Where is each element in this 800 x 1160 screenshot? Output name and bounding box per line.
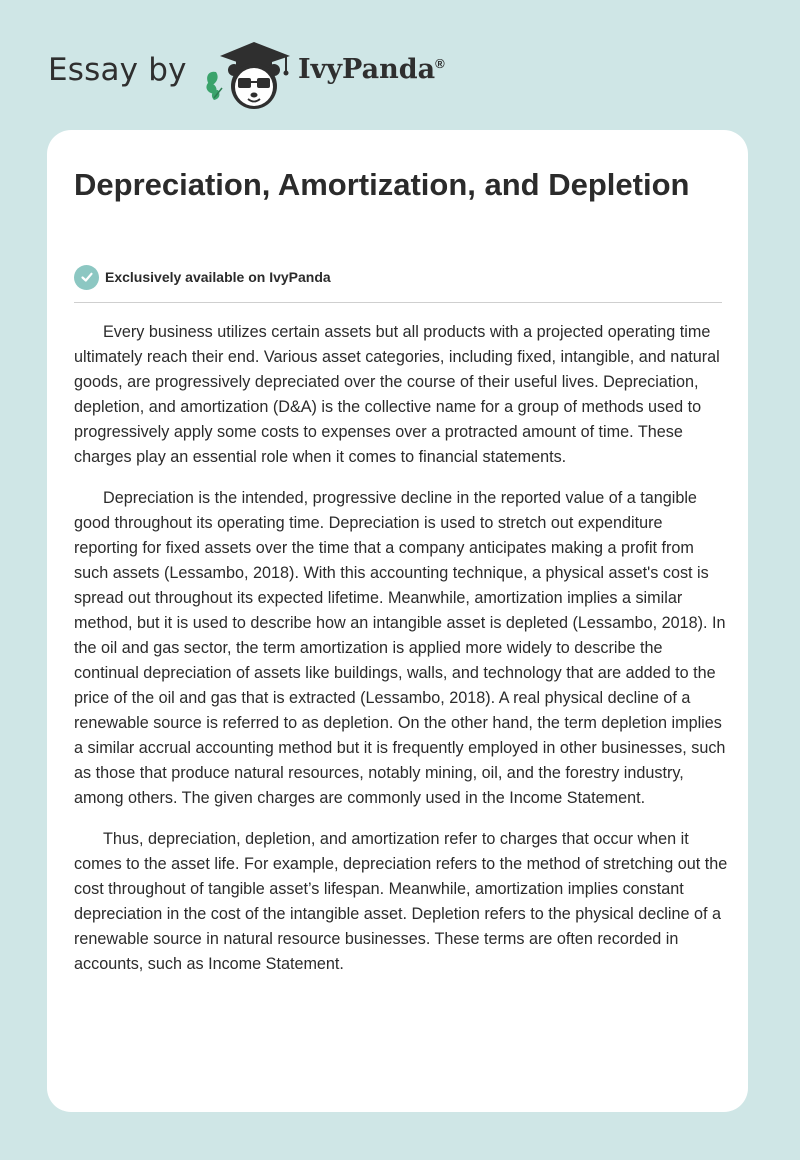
- essay-body: [74, 320, 728, 993]
- title-divider: [74, 302, 722, 303]
- brand-name-text: IvyPanda: [298, 54, 436, 85]
- essay-card: [47, 130, 748, 1112]
- check-circle-icon: [74, 265, 99, 290]
- site-header: [48, 34, 508, 114]
- exclusive-badge-text: Exclusively available on IvyPanda: [105, 269, 331, 285]
- registered-mark: ®: [435, 56, 445, 71]
- essay-paragraph-2: Depreciation is the intended, progressive decline in the reported value of a tangible good throughout its operating time. Depreciation is used to stretch out expenditure reporting for fixed assets over the time that a company anticipates making a profit from such assets (Lessambo, 2018). With this accounting technique, a physical asset's cost is spread out throughout its expected lifetime. Meanwhile, amortization implies a similar method, but it is used to describe how an intangible asset is depleted (Lessambo, 2018). In the oil and gas sector, the term amortization is applied more widely to describe the continual depreciation of assets like buildings, walls, and technology that are added to the price of the oil and gas that is extracted (Lessambo, 2018). A real physical decline of a renewable source is referred to as depletion. On the other hand, the term depletion implies a similar accrual accounting method but it is frequently employed in other businesses, such as those that produce natural resources, notably mining, oil, and the forestry industry, among others. The given charges are commonly used in the Income Statement.: [74, 489, 726, 807]
- essay-paragraph-1: Every business utilizes certain assets but all products with a projected operating time ultimately reach their end. Various asset categories, including fixed, intangible, and natural goods, are progressively depreciated over the course of their useful lives. Depreciation, depletion, and amortization (D&A) is the collective name for a group of methods used to progressively apply some costs to expenses over a protracted amount of time. These charges play an essential role when it comes to financial statements.: [74, 323, 720, 466]
- exclusive-badge: [74, 264, 331, 290]
- brand-name[interactable]: [298, 54, 445, 85]
- essay-by-label: Essay by: [48, 52, 187, 88]
- panda-logo-icon[interactable]: [202, 38, 294, 112]
- essay-paragraph-3: Thus, depreciation, depletion, and amortization refer to charges that occur when it comes to the asset life. For example, depreciation refers to the method of stretching out the cost throughout of tangible asset’s lifespan. Meanwhile, amortization implies constant depreciation in the cost of the intangible asset. Depletion refers to the physical decline of a renewable source in natural resource businesses. These terms are often recorded in accounts, such as Income Statement.: [74, 830, 728, 973]
- essay-title: Depreciation, Amortization, and Depletion: [74, 167, 690, 202]
